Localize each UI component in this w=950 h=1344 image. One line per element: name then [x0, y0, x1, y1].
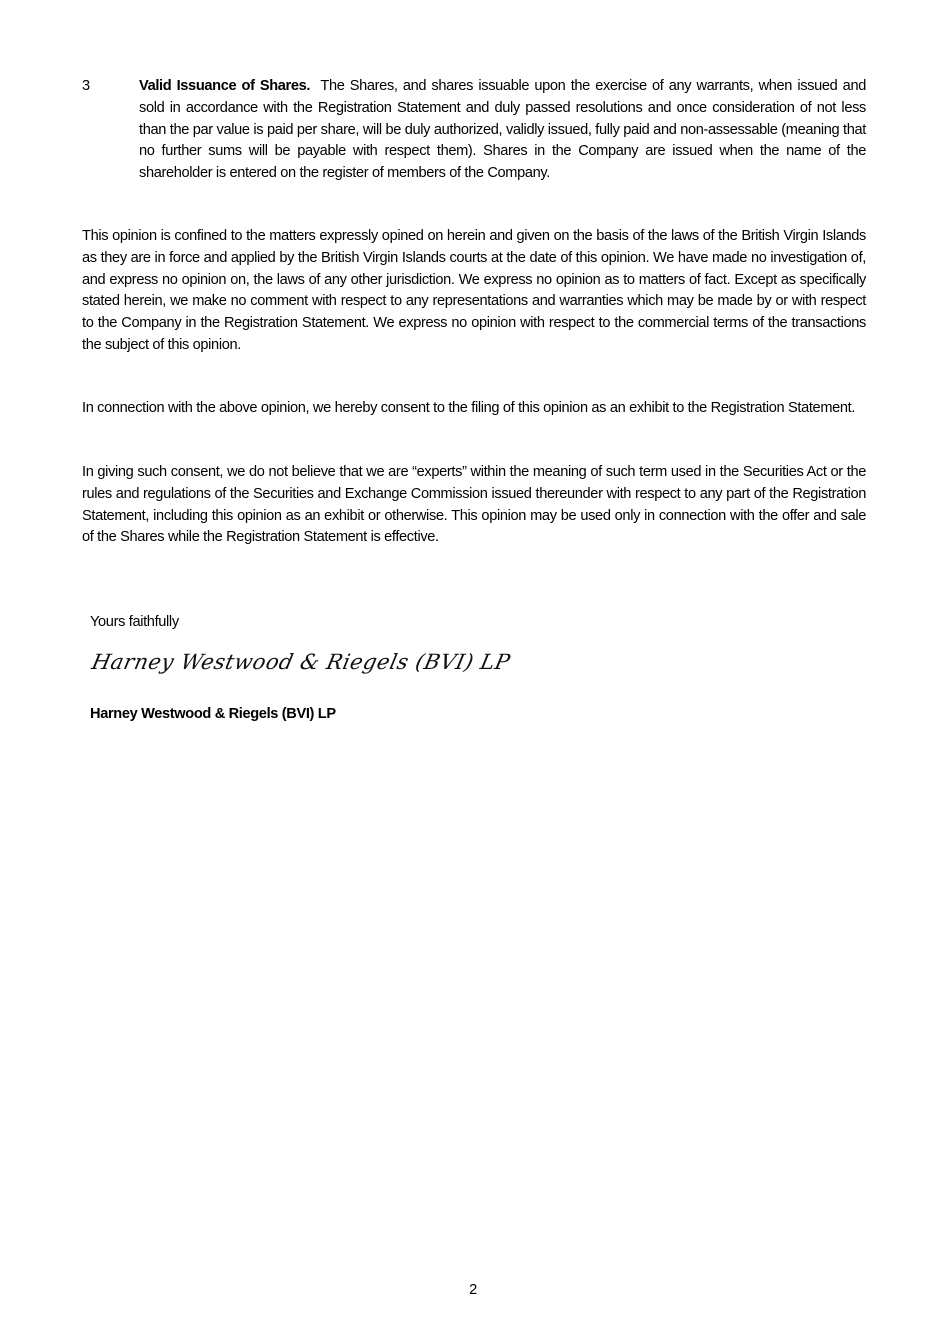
numbered-clause	[82, 76, 866, 185]
clause-heading: Valid Issuance of Shares.	[139, 78, 311, 94]
firm-name: Harney Westwood & Riegels (BVI) LP	[90, 706, 336, 722]
clause-number: 3	[82, 78, 90, 94]
closing: Yours faithfully	[90, 614, 179, 630]
paragraph-scope: This opinion is confined to the matters expressly opined on herein and given on the basis of the laws of the British Virgin Islands as they are in force and applied by the British Virgin Islands courts at the date of this opinion. We have made no investigation of, and express no opinion on, the laws of any other jurisdiction. We express no opinion as to matters of fact. Except as specifically stated herein, we make no comment with respect to any representations and warranties which may be made by or with respect to the Company in the Registration Statement. We express no opinion with respect to the commercial terms of the transactions the subject of this opinion.	[82, 228, 866, 353]
clause-body	[139, 76, 866, 185]
paragraph-experts: In giving such consent, we do not believe that we are “experts” within the meaning of such term used in the Securities Act or the rules and regulations of the Securities and Exchange Commission issued thereunder with respect to any part of the Registration Statement, including this opinion as an exhibit or otherwise. This opinion may be used only in connection with the offer and sale of the Shares while the Registration Statement is effective.	[82, 464, 866, 546]
page-number: 2	[469, 1282, 477, 1298]
paragraph-consent: In connection with the above opinion, we hereby consent to the filing of this opinion as an exhibit to the Registration Statement.	[82, 400, 856, 416]
clause-text: The Shares, and shares issuable upon the exercise of any warrants, when issued and sold in accordance with the Registration Statement and duly passed resolutions and once consideration of not less than the par value is paid per share, will be duly authorized, validly issued, fully paid and non-assessable (meaning that no further sums will be payable with respect them). Shares in the Company are issued when the name of the shareholder is entered on the register of members of the Company.	[139, 78, 866, 182]
signature: Harney Westwood & Riegels (BVI) LP	[89, 650, 513, 674]
